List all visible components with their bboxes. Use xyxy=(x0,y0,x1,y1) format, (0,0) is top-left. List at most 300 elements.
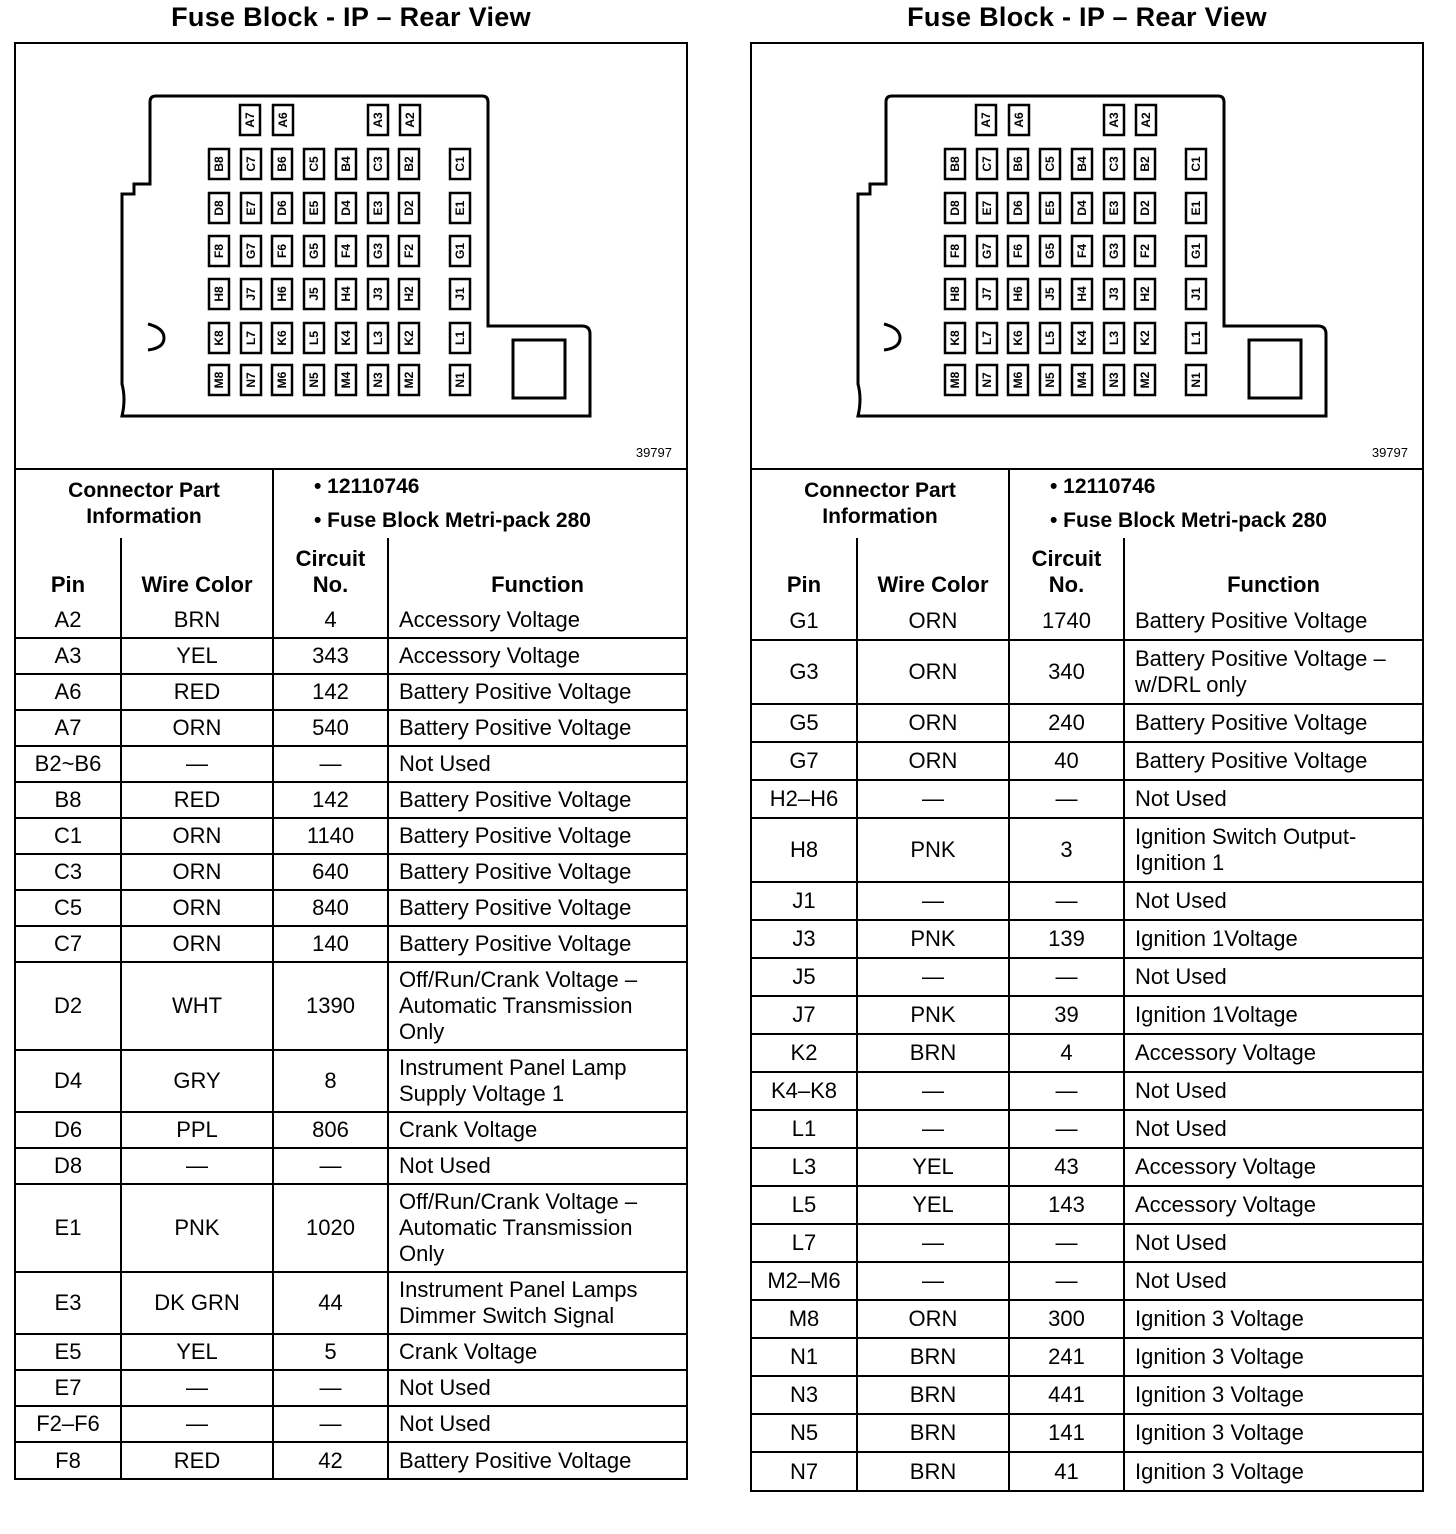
fuse-label: J5 xyxy=(1043,287,1057,301)
pin-cell: D8 xyxy=(16,1148,121,1184)
wire-color-cell: YEL xyxy=(121,1334,273,1370)
mount-notch xyxy=(884,324,900,350)
fuse-label: B6 xyxy=(275,156,289,172)
fuse-label: D8 xyxy=(212,200,226,216)
pin-cell: B2~B6 xyxy=(16,746,121,782)
wire-color-cell: RED xyxy=(121,674,273,710)
wire-color-cell: — xyxy=(121,746,273,782)
pin-cell: F8 xyxy=(16,1442,121,1478)
fuse-d4 xyxy=(336,193,356,223)
fuse-label: C5 xyxy=(1043,156,1057,172)
wire-color-cell: — xyxy=(121,1370,273,1406)
circuit-cell: 340 xyxy=(1009,640,1124,704)
wire-color-cell: GRY xyxy=(121,1050,273,1112)
fuse-j3 xyxy=(368,279,388,309)
wire-color-cell: DK GRN xyxy=(121,1272,273,1334)
fuse-l3 xyxy=(368,323,388,353)
wire-color-cell: — xyxy=(857,780,1009,818)
fuse-e3 xyxy=(1104,193,1124,223)
pin-cell: K2 xyxy=(752,1034,857,1072)
fuse-label: J7 xyxy=(980,287,994,301)
fuse-label: B8 xyxy=(948,156,962,172)
wire-color-cell: — xyxy=(857,958,1009,996)
fuse-label: K4 xyxy=(339,330,353,346)
fuse-j1 xyxy=(450,279,470,309)
fuse-label: C3 xyxy=(1107,156,1121,172)
function-cell: Ignition 3 Voltage xyxy=(1124,1414,1422,1452)
fuse-label: E3 xyxy=(1107,200,1121,216)
table-row xyxy=(752,1452,1422,1490)
fuse-j1 xyxy=(1186,279,1206,309)
function-cell: Ignition 3 Voltage xyxy=(1124,1338,1422,1376)
header-function: Function xyxy=(388,538,686,602)
fuse-label: F8 xyxy=(948,243,962,259)
fuse-k8 xyxy=(209,323,229,353)
circuit-cell: 42 xyxy=(273,1442,388,1478)
circuit-cell: 840 xyxy=(273,890,388,926)
pin-cell: H2–H6 xyxy=(752,780,857,818)
fuse-a6 xyxy=(273,105,293,135)
fuse-d2 xyxy=(399,193,419,223)
table-row xyxy=(16,1050,686,1112)
fuse-a2 xyxy=(1136,105,1156,135)
wire-color-cell: BRN xyxy=(857,1034,1009,1072)
circuit-cell: — xyxy=(1009,780,1124,818)
function-cell: Off/Run/Crank Voltage – Automatic Transmission Only xyxy=(388,1184,686,1272)
wire-color-cell: BRN xyxy=(857,1452,1009,1490)
fuse-k8 xyxy=(945,323,965,353)
fuse-b2 xyxy=(399,149,419,179)
fuse-h2 xyxy=(1135,279,1155,309)
table-row xyxy=(752,1262,1422,1300)
fuse-label: A7 xyxy=(243,112,257,128)
wire-color-cell: — xyxy=(857,1072,1009,1110)
fuse-label: J1 xyxy=(453,287,467,301)
fuse-l1 xyxy=(450,323,470,353)
connector-type: • Fuse Block Metri-pack 280 xyxy=(314,509,591,532)
pin-cell: L7 xyxy=(752,1224,857,1262)
fuse-block-svg xyxy=(752,44,1422,468)
pin-cell: G5 xyxy=(752,704,857,742)
circuit-cell: — xyxy=(273,746,388,782)
pin-cell: D4 xyxy=(16,1050,121,1112)
table-row xyxy=(752,818,1422,882)
fuse-label: M8 xyxy=(212,371,226,389)
fuse-label: G7 xyxy=(244,242,258,260)
fuse-c1 xyxy=(450,149,470,179)
fuse-label: D8 xyxy=(948,200,962,216)
function-cell: Battery Positive Voltage xyxy=(388,818,686,854)
table-row xyxy=(752,1414,1422,1452)
table-row xyxy=(16,1406,686,1442)
fuse-label: H8 xyxy=(212,286,226,302)
fuse-label: F6 xyxy=(1011,243,1025,259)
fuse-label: N7 xyxy=(244,372,258,388)
function-cell: Battery Positive Voltage xyxy=(1124,742,1422,780)
connector-label: Connector Part Information xyxy=(752,470,1009,538)
pin-cell: E5 xyxy=(16,1334,121,1370)
panel-frame xyxy=(14,42,688,1480)
wire-color-cell: BRN xyxy=(857,1338,1009,1376)
wire-color-cell: PNK xyxy=(857,818,1009,882)
fuse-c5 xyxy=(304,149,324,179)
connector-values xyxy=(273,470,686,538)
fuse-label: L3 xyxy=(1107,330,1121,346)
fuse-d4 xyxy=(1072,193,1092,223)
circuit-cell: 540 xyxy=(273,710,388,746)
fuse-g7 xyxy=(977,236,997,266)
fuse-label: A2 xyxy=(1139,112,1153,128)
wire-color-cell: PNK xyxy=(857,920,1009,958)
fuse-label: K4 xyxy=(1075,330,1089,346)
table-row xyxy=(752,882,1422,920)
circuit-cell: 1020 xyxy=(273,1184,388,1272)
wire-color-cell: ORN xyxy=(857,742,1009,780)
connector-part-number: • 12110746 xyxy=(1050,475,1156,498)
fuse-label: H6 xyxy=(1011,286,1025,302)
fuse-label: C7 xyxy=(980,156,994,172)
circuit-cell: 240 xyxy=(1009,704,1124,742)
pin-cell: A2 xyxy=(16,602,121,638)
fuse-j5 xyxy=(304,279,324,309)
circuit-cell: 39 xyxy=(1009,996,1124,1034)
circuit-cell: 43 xyxy=(1009,1148,1124,1186)
fuse-g1 xyxy=(450,236,470,266)
circuit-cell: 44 xyxy=(273,1272,388,1334)
fuse-n5 xyxy=(1040,365,1060,395)
fuse-l5 xyxy=(1040,323,1060,353)
table-row xyxy=(752,742,1422,780)
fuse-label: D2 xyxy=(1138,200,1152,216)
fuse-j5 xyxy=(1040,279,1060,309)
wire-color-cell: ORN xyxy=(857,640,1009,704)
wire-color-cell: BRN xyxy=(857,1376,1009,1414)
function-cell: Ignition 3 Voltage xyxy=(1124,1300,1422,1338)
pin-cell: H8 xyxy=(752,818,857,882)
fuse-label: M8 xyxy=(948,371,962,389)
fuse-label: G5 xyxy=(1043,242,1057,260)
wire-color-cell: ORN xyxy=(857,602,1009,640)
fuse-label: A7 xyxy=(979,112,993,128)
function-cell: Not Used xyxy=(1124,958,1422,996)
fuse-m6 xyxy=(1008,365,1028,395)
table-row xyxy=(16,926,686,962)
fuse-label: F6 xyxy=(275,243,289,259)
table-row xyxy=(16,1272,686,1334)
wire-color-cell: YEL xyxy=(121,638,273,674)
fuse-k4 xyxy=(1072,323,1092,353)
fuse-label: L3 xyxy=(371,330,385,346)
fuse-a6 xyxy=(1009,105,1029,135)
fuse-label: J3 xyxy=(1107,287,1121,301)
wire-color-cell: ORN xyxy=(857,704,1009,742)
table-row xyxy=(752,1224,1422,1262)
fuse-label: K2 xyxy=(1138,330,1152,346)
fuse-label: D4 xyxy=(339,200,353,216)
circuit-cell: 139 xyxy=(1009,920,1124,958)
function-cell: Battery Positive Voltage xyxy=(1124,602,1422,640)
fuse-label: L5 xyxy=(1043,330,1057,346)
fuse-label: N5 xyxy=(307,372,321,388)
fuse-c5 xyxy=(1040,149,1060,179)
fuse-label: G5 xyxy=(307,242,321,260)
fuse-label: C3 xyxy=(371,156,385,172)
pin-cell: K4–K8 xyxy=(752,1072,857,1110)
fuse-label: H2 xyxy=(402,286,416,302)
relay-socket xyxy=(1249,340,1301,398)
fuse-g3 xyxy=(1104,236,1124,266)
wire-color-cell: — xyxy=(857,1262,1009,1300)
fuse-k2 xyxy=(1135,323,1155,353)
header-circuit-no: Circuit No. xyxy=(1009,538,1124,602)
function-cell: Not Used xyxy=(1124,1224,1422,1262)
table-row xyxy=(16,1112,686,1148)
function-cell: Not Used xyxy=(1124,882,1422,920)
circuit-cell: 140 xyxy=(273,926,388,962)
table-row xyxy=(16,746,686,782)
function-cell: Crank Voltage xyxy=(388,1334,686,1370)
fuse-label: G7 xyxy=(980,242,994,260)
fuse-label: F4 xyxy=(339,243,353,259)
fuse-label: C1 xyxy=(453,156,467,172)
circuit-cell: — xyxy=(1009,1224,1124,1262)
fuse-f2 xyxy=(1135,236,1155,266)
wire-color-cell: ORN xyxy=(121,854,273,890)
wire-color-cell: ORN xyxy=(121,818,273,854)
fuse-f6 xyxy=(272,236,292,266)
pin-cell: L5 xyxy=(752,1186,857,1224)
pin-cell: C7 xyxy=(16,926,121,962)
fuse-label: N1 xyxy=(1189,372,1203,388)
function-cell: Crank Voltage xyxy=(388,1112,686,1148)
fuse-label: F2 xyxy=(402,243,416,259)
fuse-label: N3 xyxy=(1107,372,1121,388)
circuit-cell: 806 xyxy=(273,1112,388,1148)
circuit-cell: — xyxy=(1009,958,1124,996)
fuse-label: K8 xyxy=(948,330,962,346)
pin-table xyxy=(752,538,1422,1490)
fuse-g5 xyxy=(1040,236,1060,266)
fuse-c1 xyxy=(1186,149,1206,179)
fuse-label: D2 xyxy=(402,200,416,216)
wire-color-cell: WHT xyxy=(121,962,273,1050)
table-row xyxy=(16,602,686,638)
circuit-cell: 4 xyxy=(273,602,388,638)
fuse-label: G1 xyxy=(453,242,467,260)
fuse-h6 xyxy=(1008,279,1028,309)
table-row xyxy=(16,1334,686,1370)
function-cell: Battery Positive Voltage xyxy=(388,782,686,818)
fuse-m6 xyxy=(272,365,292,395)
wire-color-cell: ORN xyxy=(121,890,273,926)
fuse-label: M4 xyxy=(339,371,353,389)
function-cell: Battery Positive Voltage xyxy=(388,1442,686,1478)
table-row xyxy=(16,1370,686,1406)
panel-frame xyxy=(750,42,1424,1492)
function-cell: Battery Positive Voltage xyxy=(388,674,686,710)
header-function: Function xyxy=(1124,538,1422,602)
pin-cell: E1 xyxy=(16,1184,121,1272)
circuit-cell: 142 xyxy=(273,782,388,818)
circuit-cell: 4 xyxy=(1009,1034,1124,1072)
wire-color-cell: BRN xyxy=(121,602,273,638)
mount-notch xyxy=(148,324,164,350)
function-cell: Not Used xyxy=(388,1406,686,1442)
wire-color-cell: YEL xyxy=(857,1148,1009,1186)
table-row xyxy=(16,638,686,674)
fuse-n7 xyxy=(977,365,997,395)
function-cell: Instrument Panel Lamps Dimmer Switch Signal xyxy=(388,1272,686,1334)
fuse-label: B8 xyxy=(212,156,226,172)
fuse-b2 xyxy=(1135,149,1155,179)
fuse-label: L5 xyxy=(307,330,321,346)
circuit-cell: 141 xyxy=(1009,1414,1124,1452)
circuit-cell: 5 xyxy=(273,1334,388,1370)
function-cell: Accessory Voltage xyxy=(388,638,686,674)
fuse-label: G1 xyxy=(1189,242,1203,260)
header-pin: Pin xyxy=(16,538,121,602)
table-row xyxy=(752,1186,1422,1224)
wire-color-cell: — xyxy=(121,1406,273,1442)
figure-number: 39797 xyxy=(635,445,672,460)
circuit-cell: 300 xyxy=(1009,1300,1124,1338)
fuse-l7 xyxy=(241,323,261,353)
wire-color-cell: ORN xyxy=(857,1300,1009,1338)
fuse-label: G3 xyxy=(371,242,385,260)
fuse-m8 xyxy=(209,365,229,395)
fuse-k6 xyxy=(272,323,292,353)
function-cell: Not Used xyxy=(388,1148,686,1184)
table-row xyxy=(16,962,686,1050)
fuse-f4 xyxy=(336,236,356,266)
wire-color-cell: PNK xyxy=(121,1184,273,1272)
fuse-h6 xyxy=(272,279,292,309)
circuit-cell: — xyxy=(1009,882,1124,920)
fuse-label: L1 xyxy=(453,330,467,346)
fuse-label: N7 xyxy=(980,372,994,388)
function-cell: Battery Positive Voltage xyxy=(388,890,686,926)
header-wire-color: Wire Color xyxy=(857,538,1009,602)
pin-cell: C1 xyxy=(16,818,121,854)
function-cell: Ignition 1Voltage xyxy=(1124,996,1422,1034)
fuse-c7 xyxy=(977,149,997,179)
pin-cell: G7 xyxy=(752,742,857,780)
fuse-e1 xyxy=(1186,193,1206,223)
fuse-b4 xyxy=(1072,149,1092,179)
pin-cell: D2 xyxy=(16,962,121,1050)
function-cell: Not Used xyxy=(1124,780,1422,818)
function-cell: Accessory Voltage xyxy=(1124,1034,1422,1072)
panel-title: Fuse Block - IP – Rear View xyxy=(907,2,1267,32)
fuse-block-diagram xyxy=(752,44,1422,470)
fuse-label: M6 xyxy=(1011,371,1025,389)
fuse-label: G3 xyxy=(1107,242,1121,260)
circuit-cell: 1390 xyxy=(273,962,388,1050)
pin-table-body xyxy=(16,602,686,1478)
fuse-j3 xyxy=(1104,279,1124,309)
pin-cell: F2–F6 xyxy=(16,1406,121,1442)
pin-table-header xyxy=(752,538,1422,602)
table-row xyxy=(16,854,686,890)
pin-cell: J7 xyxy=(752,996,857,1034)
circuit-cell: — xyxy=(273,1370,388,1406)
fuse-n3 xyxy=(368,365,388,395)
connector-values xyxy=(1009,470,1422,538)
pin-cell: E3 xyxy=(16,1272,121,1334)
table-row xyxy=(16,818,686,854)
fuse-m2 xyxy=(1135,365,1155,395)
fuse-m8 xyxy=(945,365,965,395)
fuse-f2 xyxy=(399,236,419,266)
fuse-a7 xyxy=(240,105,260,135)
circuit-cell: — xyxy=(1009,1110,1124,1148)
wire-color-cell: — xyxy=(857,882,1009,920)
fuse-label: D6 xyxy=(275,200,289,216)
fuse-l3 xyxy=(1104,323,1124,353)
fuse-label: J7 xyxy=(244,287,258,301)
fuse-label: D6 xyxy=(1011,200,1025,216)
fuse-label: F4 xyxy=(1075,243,1089,259)
fuse-c3 xyxy=(368,149,388,179)
fuse-label: N1 xyxy=(453,372,467,388)
fuse-d6 xyxy=(1008,193,1028,223)
figure-number: 39797 xyxy=(1371,445,1408,460)
function-cell: Not Used xyxy=(388,746,686,782)
fuse-label: L7 xyxy=(980,330,994,346)
function-cell: Off/Run/Crank Voltage – Automatic Transmission Only xyxy=(388,962,686,1050)
fuse-h8 xyxy=(945,279,965,309)
fuse-label: A6 xyxy=(276,112,290,128)
pin-cell: A6 xyxy=(16,674,121,710)
fuse-label: C5 xyxy=(307,156,321,172)
function-cell: Battery Positive Voltage – w/DRL only xyxy=(1124,640,1422,704)
fuse-a3 xyxy=(1104,105,1124,135)
function-cell: Ignition 1Voltage xyxy=(1124,920,1422,958)
fuse-label: L7 xyxy=(244,330,258,346)
fuse-d2 xyxy=(1135,193,1155,223)
fuse-k4 xyxy=(336,323,356,353)
function-cell: Accessory Voltage xyxy=(388,602,686,638)
table-row xyxy=(16,674,686,710)
pin-cell: E7 xyxy=(16,1370,121,1406)
fuse-h8 xyxy=(209,279,229,309)
function-cell: Instrument Panel Lamp Supply Voltage 1 xyxy=(388,1050,686,1112)
fuse-e7 xyxy=(241,193,261,223)
fuse-label: E7 xyxy=(244,200,258,216)
fuse-g3 xyxy=(368,236,388,266)
wire-color-cell: YEL xyxy=(857,1186,1009,1224)
fuse-j7 xyxy=(977,279,997,309)
fuse-label: B2 xyxy=(1138,156,1152,172)
fuse-l1 xyxy=(1186,323,1206,353)
fuse-d8 xyxy=(209,193,229,223)
table-row xyxy=(16,1148,686,1184)
fuse-label: B2 xyxy=(402,156,416,172)
table-row xyxy=(752,640,1422,704)
fuse-n1 xyxy=(1186,365,1206,395)
fuse-label: A3 xyxy=(1107,112,1121,128)
fuse-n1 xyxy=(450,365,470,395)
function-cell: Ignition 3 Voltage xyxy=(1124,1376,1422,1414)
pin-cell: A3 xyxy=(16,638,121,674)
fuse-m4 xyxy=(1072,365,1092,395)
fuse-d8 xyxy=(945,193,965,223)
function-cell: Not Used xyxy=(1124,1110,1422,1148)
circuit-cell: 343 xyxy=(273,638,388,674)
circuit-cell: 441 xyxy=(1009,1376,1124,1414)
circuit-cell: 3 xyxy=(1009,818,1124,882)
fuse-label: H4 xyxy=(1075,286,1089,302)
